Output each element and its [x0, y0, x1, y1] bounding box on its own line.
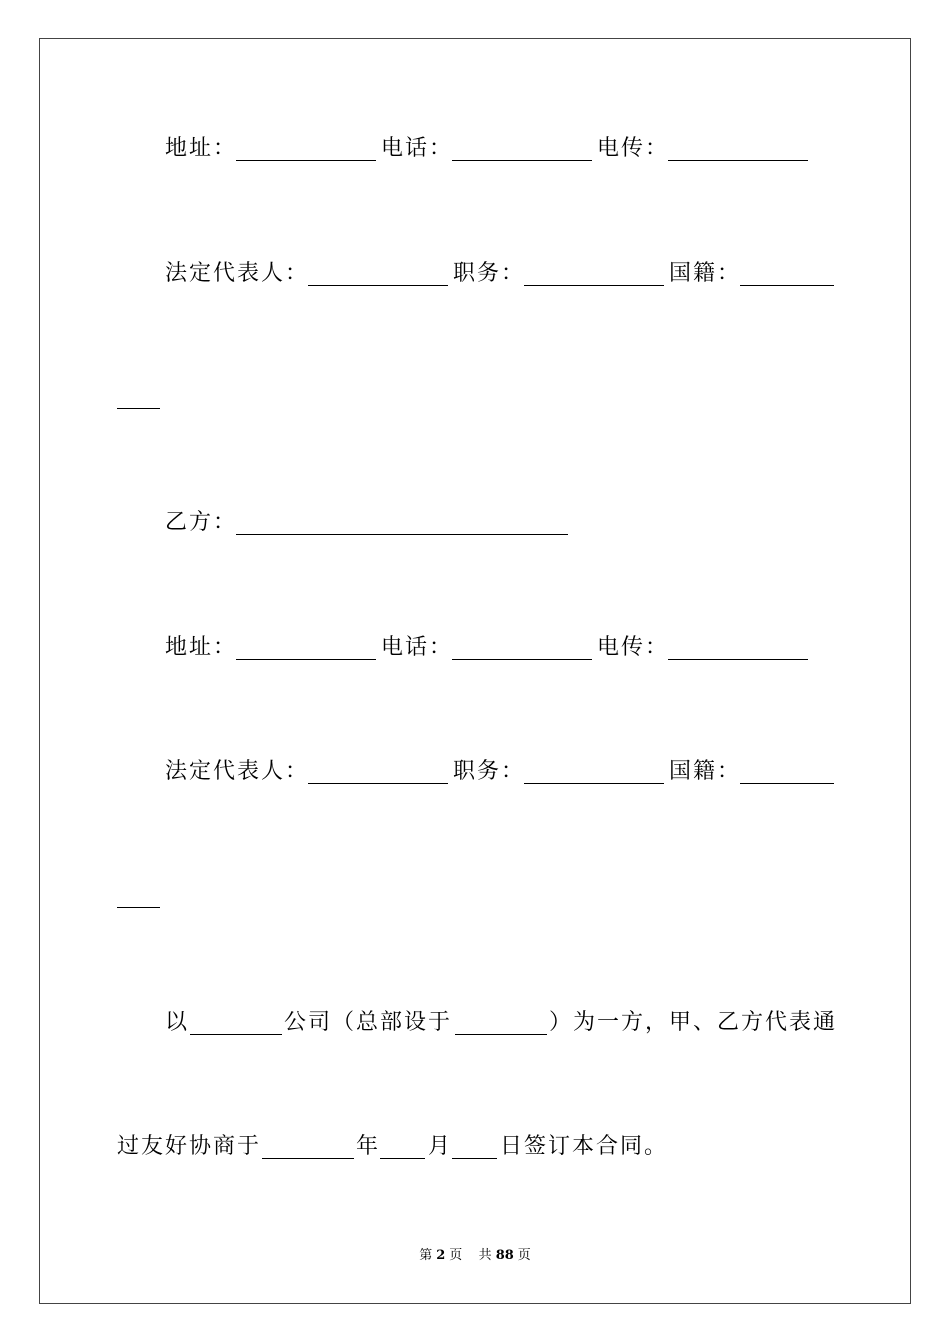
party-a-legal-rep-blank[interactable] [308, 285, 448, 286]
party-b-nationality-blank[interactable] [740, 783, 834, 784]
body-text-p1-c: ）为一方，甲、乙方代表通 [549, 1010, 838, 1035]
body-text-p1-b: 公司（总部设于 [284, 1010, 453, 1035]
party-b-address-label: 地址： [165, 635, 238, 660]
sign-year-blank[interactable] [262, 1158, 354, 1159]
page-footer [0, 1246, 950, 1266]
party-b-position-blank[interactable] [524, 783, 664, 784]
party-a-nationality-blank[interactable] [740, 285, 834, 286]
party-a-position-blank[interactable] [524, 285, 664, 286]
footer-page-prefix: 第 [419, 1248, 433, 1263]
party-a-address-blank[interactable] [236, 160, 376, 161]
party-b-label: 乙方： [165, 510, 238, 535]
body-text-p2-b: 年 [356, 1134, 381, 1159]
party-b-nationality-blank-continued[interactable] [117, 907, 160, 908]
party-a-legal-rep-label: 法定代表人： [165, 261, 310, 286]
party-b-nationality-label: 国籍： [669, 759, 742, 784]
party-b-phone-blank[interactable] [452, 659, 592, 660]
party-b-position-label: 职务： [453, 759, 526, 784]
headquarters-location-blank[interactable] [455, 1034, 547, 1035]
party-b-legal-rep-label: 法定代表人： [165, 759, 310, 784]
party-b-name-blank[interactable] [236, 534, 568, 535]
company-name-blank[interactable] [190, 1034, 282, 1035]
footer-page-suffix: 页 [449, 1248, 463, 1263]
party-b-legal-rep-blank[interactable] [308, 783, 448, 784]
footer-total-pages: 88 [495, 1248, 514, 1263]
footer-total-suffix: 页 [517, 1248, 531, 1263]
party-b-fax-blank[interactable] [668, 659, 808, 660]
page-frame [39, 38, 911, 1304]
sign-month-blank[interactable] [380, 1158, 425, 1159]
body-text-p2-c: 月 [428, 1134, 453, 1159]
footer-page-number: 2 [436, 1248, 446, 1263]
party-a-nationality-label: 国籍： [669, 261, 742, 286]
party-a-address-label: 地址： [165, 136, 238, 161]
sign-day-blank[interactable] [452, 1158, 497, 1159]
footer-total-prefix: 共 [478, 1248, 492, 1263]
party-b-phone-label: 电话： [381, 635, 454, 660]
body-text-p2-a: 过友好协商于 [117, 1134, 262, 1159]
party-a-nationality-blank-continued[interactable] [117, 408, 160, 409]
body-text-p2-d: 日签订本合同。 [500, 1134, 669, 1159]
party-a-phone-label: 电话： [381, 136, 454, 161]
party-b-address-blank[interactable] [236, 659, 376, 660]
party-a-position-label: 职务： [453, 261, 526, 286]
body-text-p1-a: 以 [165, 1010, 190, 1035]
party-a-phone-blank[interactable] [452, 160, 592, 161]
party-a-fax-label: 电传： [597, 136, 670, 161]
party-b-fax-label: 电传： [597, 635, 670, 660]
party-a-fax-blank[interactable] [668, 160, 808, 161]
